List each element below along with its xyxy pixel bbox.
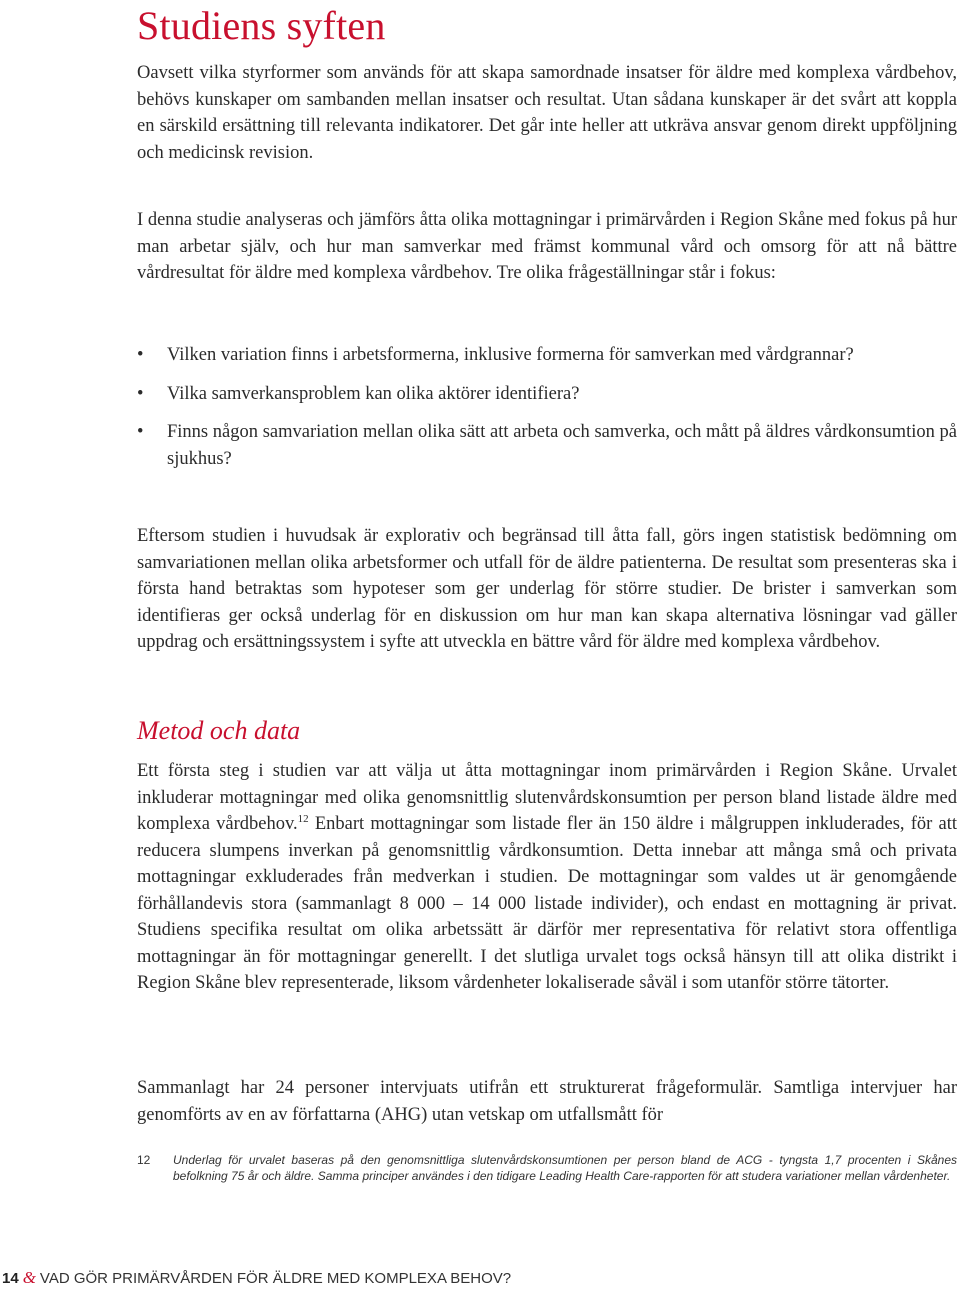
paragraph-intro: Oavsett vilka styrformer som används för att skapa samordnade insatser för äldre med komplexa vårdbehov, behövs kunskaper om sambanden mellan insatser och resultat. Utan sådana kunskaper är det svårt att koppla en särskild ersättning till relevanta indikatorer. Det går inte heller att utkräva ansvar genom direkt uppföljning och medicinsk revision. <box>137 63 957 163</box>
running-title: VAD GÖR PRIMÄRVÅRDEN FÖR ÄLDRE MED KOMPLEXA BEHOV? <box>39 1270 512 1287</box>
bullet-icon: • <box>137 422 144 442</box>
paragraph-limitations: Eftersom studien i huvudsak är explorativ och begränsad till åtta fall, görs ingen statistisk bedömning om samvariationen mellan olika arbetsformer och utfall för de äldre patienterna. De resultat som presenteras ska i första hand betraktas som hypoteser som ger underlag för större studier. De brister i samverkan som identifieras ger också underlag för en diskussion om hur man kan skapa alternativa lösningar vad gäller uppdrag och ersättningssystem i syfte att utveckla en bättre vård för äldre med komplexa vårdbehov. <box>137 526 957 652</box>
list-item <box>137 419 957 472</box>
paragraph-interviews: Sammanlagt har 24 personer intervjuats utifrån ett strukturerat frågeformulär. Samtliga intervjuer har genomförts av en av författarna (AHG) utan vetskap om utfallsmått för <box>137 1078 957 1125</box>
footnote-reference[interactable]: 12 <box>297 812 309 825</box>
section-heading-method: Metod och data <box>137 716 301 745</box>
page-number: 14 <box>2 1270 19 1287</box>
method-text-part2: Enbart mottagningar som listade fler än 150 äldre i målgruppen inkluderades, för att reducera slumpens inverkan på genomsnittlig vårdkonsumtion. Detta innebar att många små och privata mottagningar exkluderades från medverkan i studien. De mottagningar som valdes ut är genomgående förhållandevis stora (sammanlagt 8 000 – 14 000 listade individer), och endast en mottagning är privat. Studiens specifika resultat om olika arbetssätt är därför mer representativa för relativt stora offentliga mottagningar än för mottagningar generellt. I det slutliga urvalet togs också hänsyn till att olika distrikt i Region Skåne blev representerade, liksom vårdenheter lokaliserade såväl i som utanför större tätorter. <box>137 814 957 993</box>
footnote-number: 12 <box>137 1153 151 1167</box>
footnote-text: Underlag för urvalet baseras på den genomsnittliga slutenvårdskonsumtionen per person bland de ACG - tyngsta 1,7 procenten i Skånes befolkning 75 år och äldre. Samma principer användes i den tidigare Leading Health Care-rapporten för att studera variationer mellan vårdenheter. <box>173 1153 957 1183</box>
list-item <box>137 342 957 369</box>
list-item-text: Vilka samverkansproblem kan olika aktörer identifiera? <box>167 383 580 404</box>
footnote <box>137 1152 957 1184</box>
bullet-icon: • <box>137 345 144 365</box>
paragraph-study-description: I denna studie analyseras och jämförs åtta olika mottagningar i primärvården i Region Skåne med fokus på hur man arbetar själv, och hur man samverkar med främst kommunal vård och omsorg för att nå bättre vårdresultat för äldre med komplexa vårdbehov. Tre olika frågeställningar står i fokus: <box>137 210 957 283</box>
ampersand-logo: & <box>22 1268 36 1287</box>
list-item-text: Finns någon samvariation mellan olika sätt att arbeta och samverka, och mått på äldres vårdkonsumtion på sjukhus? <box>167 422 957 469</box>
page-footer <box>0 1268 960 1288</box>
list-item <box>137 381 957 408</box>
page-title: Studiens syften <box>137 3 386 48</box>
method-text-part1: Ett första steg i studien var att välja ut åtta mottagningar inom primärvården i Region Skåne. Urvalet inkluderar mottagningar med olika genomsnittlig slutenvårdskonsumtion per person bland listade äldre med komplexa vårdbehov. <box>137 761 957 834</box>
paragraph-method <box>137 758 957 997</box>
research-questions-list <box>137 342 957 484</box>
bullet-icon: • <box>137 383 144 404</box>
list-item-text: Vilken variation finns i arbetsformerna, inklusive formerna för samverkan med vårdgrannar? <box>167 345 854 365</box>
